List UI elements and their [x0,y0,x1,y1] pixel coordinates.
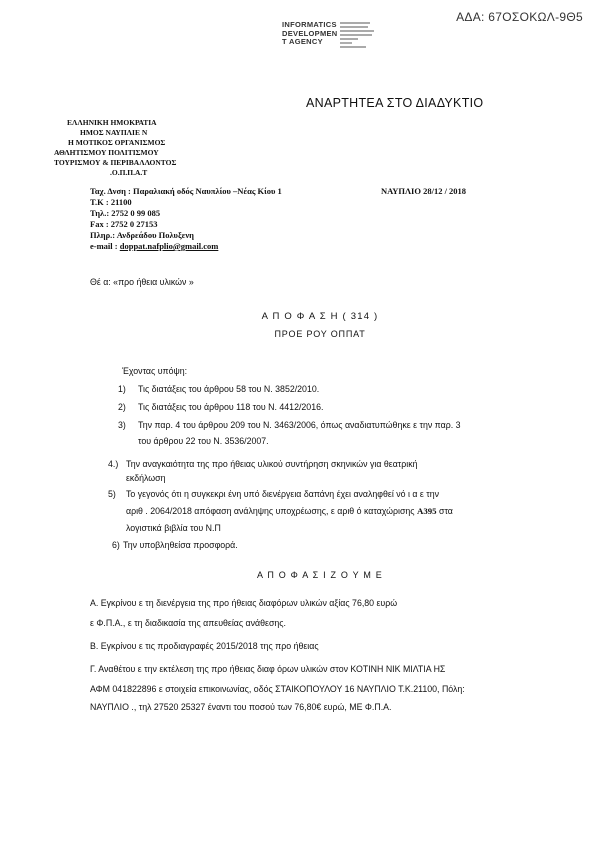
logo [282,21,338,47]
phone: Τηλ.: 2752 0 99 085 [90,208,161,218]
item-number: 2) [118,402,126,412]
item-number: 5) [108,489,116,499]
item-number: 1) [118,384,126,394]
registry-number: Α395 [417,506,437,516]
item-text: Την υποβληθείσα προσφορά. [123,540,238,550]
item-text: του άρθρου 22 του Ν. 3536/2007. [138,436,269,446]
org-line: ΕΛΛΗΝΙΚΗ ΗΜΟΚΡΑΤΙΑ [67,118,157,127]
document-date: ΝΑΥΠΛΙΟ 28/12 / 2018 [381,186,467,196]
postal-code: Τ.Κ : 21100 [90,197,132,207]
item-text-part: αριθ . 2064/2018 απόφαση ανάληψης υποχρέωσης, ε αριθ ό καταχώρισης [126,506,415,516]
item-text-part: στα [439,506,453,516]
fax: Fax : 2752 0 27153 [90,219,158,229]
organization-block [54,118,177,178]
item-number: 3) [118,420,126,430]
item-text: εκδήλωση [126,473,166,483]
info-person: Πληρ.: Ανδρεάδου Πολυξενη [90,230,194,240]
decide-title: Α Π Ο Φ Α Σ Ι Ζ Ο Υ Μ Ε [256,570,384,580]
item-text: Την αναγκαιότητα της προ ήθειας υλικού συντήρηση σκηνικών για θεατρική [126,459,418,469]
item-text: Τις διατάξεις του άρθρου 58 του Ν. 3852/2010. [138,384,320,394]
logo-fine-print [340,21,376,53]
decision-a-line2: ε Φ.Π.Α., ε τη διαδικασία της απευθείας ανάθεσης. [90,618,286,628]
publish-notice: ΑΝΑΡΤΗΤΕΑ ΣΤΟ ΔΙΑΔΥΚΤΙΟ [306,96,484,110]
decision-title: Α Π Ο Φ Α Σ Η ( 314 ) [261,311,379,322]
org-line: ΑΘΛΗΤΙΣΜΟΥ ΠΟΛΙΤΙΣΜΟΥ [54,148,159,157]
email-link[interactable]: doppat.nafplio@gmail.com [119,241,219,251]
item-text: Το γεγονός ότι η συγκεκρι ένη υπό διενέργεια δαπάνη έχει αναληφθεί νό ι α ε την [126,489,440,499]
decision-g-line3: ΝΑΥΠΛΙΟ ., τηλ 27520 25327 έναντι του ποσού των 76,80€ ευρώ, ΜΕ Φ.Π.Α. [90,702,392,712]
item-text: Τις διατάξεις του άρθρου 118 του Ν. 4412/2016. [138,402,324,412]
decision-b: Β. Εγκρίνου ε τις προδιαγραφές 2015/2018 της προ ήθειας [90,641,319,651]
item-text: Την παρ. 4 του άρθρου 209 του Ν. 3463/2006, όπως αναδιατυπώθηκε ε την παρ. 3 [138,420,461,430]
org-line: ΤΟΥΡΙΣΜΟΥ & ΠΕΡΙΒΑΛΛΟΝΤΟΣ [54,158,177,167]
logo-line: INFORMATICS [282,20,337,29]
email-row [90,241,282,252]
org-line: .Ο.Π.Π.Α.Τ [110,168,148,177]
org-line: ΗΜΟΣ ΝΑΥΠΛΙΕ Ν [80,128,148,137]
decision-subtitle: ΠΡΟΕ ΡΟΥ ΟΠΠΑΤ [274,329,366,339]
logo-line: DEVELOPMEN [282,28,338,38]
email-label: e-mail : [90,241,118,251]
decision-g-line2: ΑΦΜ 041822896 ε στοιχεία επικοινωνίας, οδός ΣΤΑΙΚΟΠΟΥΛΟΥ 16 ΝΑΥΠΛΙΟ Τ.Κ.21100, Πόλη: [90,684,465,694]
item-number: 4.) [108,459,119,469]
decision-a-line1: Α. Εγκρίνου ε τη διενέργεια της προ ήθειας διαφόρων υλικών αξίας 76,80 ευρώ [90,598,398,608]
item-text: λογιστικά βιβλία του Ν.Π [126,523,221,533]
having-considered: Έχοντας υπόψη: [122,366,188,376]
address: Ταχ. Δνση : Παραλιακή οδός Ναυπλίου –Νέας Κίου 1 [90,186,282,196]
item-number: 6) [112,540,120,550]
contact-block [90,186,282,252]
subject: Θέ α: «προ ήθεια υλικών » [90,277,194,287]
decision-g-line1: Γ. Αναθέτου ε την εκτέλεση της προ ήθειας διαφ όρων υλικών στον ΚΟΤΙΝΗ ΝΙΚ ΜΙΛΤΙΑ ΗΣ [90,664,446,674]
item-text [126,506,453,516]
ada-code: ΑΔΑ: 67ΟΣΟΚΩΛ-9Θ5 [456,10,583,24]
logo-line: T AGENCY [282,37,323,46]
org-line: Η ΜΟΤΙΚΟΣ ΟΡΓΑΝΙΣΜΟΣ [68,138,166,147]
